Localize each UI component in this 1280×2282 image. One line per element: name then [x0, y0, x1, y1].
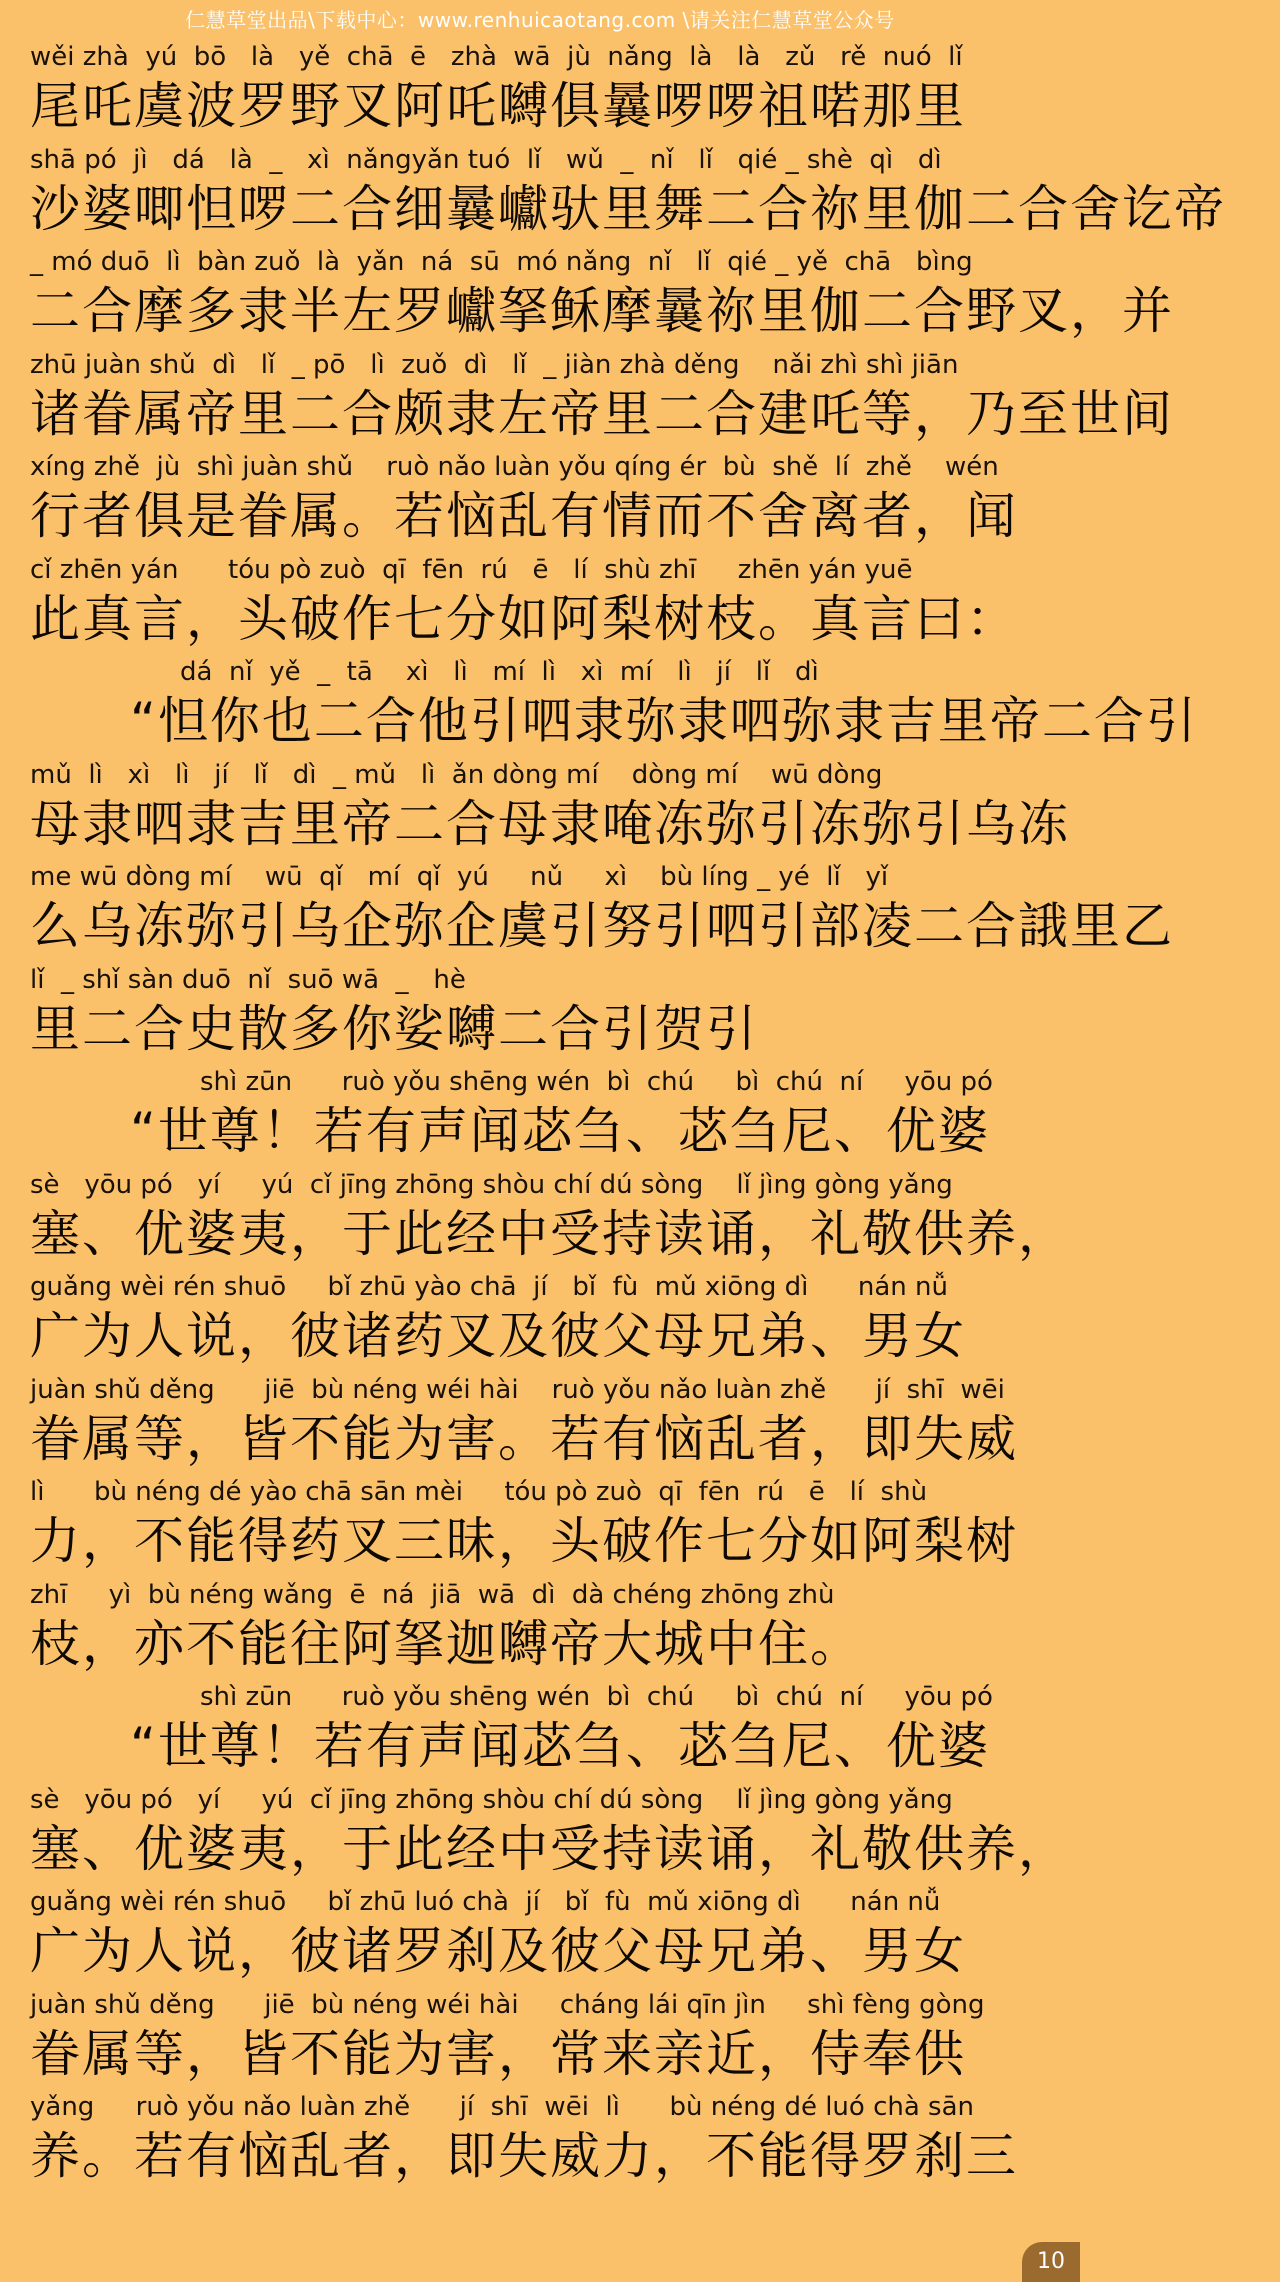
pinyin-line: zhū juàn shǔ dì lǐ _ pō lì zuǒ dì lǐ _ jiàn zhà děng nǎi zhì shì jiān [30, 349, 959, 380]
text-line [0, 860, 1174, 963]
pinyin-line: guǎng wèi rén shuō bǐ zhū luó chà jí bǐ fù mǔ xiōng dì nán nǚ [30, 1887, 941, 1917]
hanzi-line: “世尊！若有声闻苾刍、苾刍尼、优婆 [130, 1717, 990, 1775]
scripture-text [0, 40, 1226, 2193]
hanzi-line: 么乌冻弥引乌企弥企虞引努引呬引部凌二合誐里乙 [30, 897, 1174, 955]
pinyin-line: wěi zhà yú bō là yě chā ē zhà wā jù nǎng là là zǔ rě nuó lǐ [30, 42, 963, 72]
text-line [0, 655, 1198, 758]
page-number: 10 [1022, 2242, 1080, 2282]
pinyin-line: me wū dòng mí wū qǐ mí qǐ yú nǔ xì bù líng _ yé lǐ yǐ [30, 862, 889, 892]
text-line [0, 1578, 1080, 1681]
page-header: 仁慧草堂出品\下载中心：www.renhuicaotang.com \请关注仁慧草堂公众号 [185, 8, 895, 32]
hanzi-line: 塞、优婆夷，于此经中受持读诵，礼敬供养， [30, 1204, 1070, 1263]
text-line [0, 2090, 1080, 2193]
hanzi-line: 此真言，头破作七分如阿梨树枝。真言曰： [30, 589, 1018, 648]
pinyin-line: mǔ lì xì lì jí lǐ dì _ mǔ lì ǎn dòng mí dòng mí wū dòng [30, 759, 883, 790]
pinyin-line: guǎng wèi rén shuō bǐ zhū yào chā jí bǐ fù mǔ xiōng dì nán nǚ [30, 1272, 949, 1302]
text-line [0, 1168, 1080, 1271]
pinyin-line: shì zūn ruò yǒu shēng wén bì chú bì chú ní yōu pó [200, 1067, 993, 1097]
hanzi-line: 塞、优婆夷，于此经中受持读诵，礼敬供养， [30, 1819, 1070, 1878]
text-line [0, 1373, 1080, 1476]
text-line [0, 348, 1174, 451]
hanzi-line: 眷属等，皆不能为害，常来亲近，侍奉供 [30, 2024, 966, 2083]
hanzi-line: 枝，亦不能往阿拏迦嚩帝大城中住。 [30, 1614, 862, 1673]
pinyin-line: dá nǐ yě _ tā xì lì mí lì xì mí lì jí lǐ dì [180, 657, 819, 687]
hanzi-line: 行者俱是眷属。若恼乱有情而不舍离者，闻 [30, 487, 1018, 545]
text-line [0, 1680, 1080, 1783]
text-line [0, 1065, 1080, 1168]
pinyin-line: yǎng ruò yǒu nǎo luàn zhě jí shī wēi lì bù néng dé luó chà sān [30, 2092, 975, 2122]
text-line [0, 1270, 1080, 1373]
pinyin-line: shì zūn ruò yǒu shēng wén bì chú bì chú ní yōu pó [200, 1682, 993, 1712]
text-line [0, 40, 1080, 143]
text-line [0, 1783, 1080, 1886]
pinyin-line: shā pó jì dá là _ xì nǎngyǎn tuó lǐ wǔ _ nǐ lǐ qié _ shè qì dì [30, 144, 942, 175]
hanzi-line: 眷属等，皆不能为害。若有恼乱者，即失威 [30, 1409, 1018, 1468]
text-line [0, 245, 1174, 348]
hanzi-line: 二合摩多隶半左罗巘拏稣摩曩祢里伽二合野叉，并 [30, 282, 1174, 340]
hanzi-line: “世尊！若有声闻苾刍、苾刍尼、优婆 [130, 1102, 990, 1160]
text-line [0, 758, 1080, 861]
text-line [0, 1988, 1080, 2091]
hanzi-line: “怛你也二合他引呬隶弥隶呬弥隶吉里帝二合引 [130, 692, 1198, 750]
pinyin-line: zhī yì bù néng wǎng ē ná jiā wā dì dà chéng zhōng zhù [30, 1579, 835, 1610]
text-line [0, 963, 1080, 1066]
hanzi-line: 尾吒虞波罗野叉阿吒嚩俱曩啰啰祖喏那里 [30, 77, 966, 135]
pinyin-line: lǐ _ shǐ sàn duō nǐ suō wā _ hè [30, 964, 466, 995]
hanzi-line: 沙婆唧怛啰二合细曩巘驮里舞二合祢里伽二合舍讫帝 [30, 179, 1226, 238]
hanzi-line: 力，不能得药叉三昧，头破作七分如阿梨树 [30, 1512, 1018, 1570]
text-line [0, 143, 1226, 246]
text-line [0, 553, 1080, 656]
pinyin-line: _ mó duō lì bàn zuǒ là yǎn ná sū mó nǎng nǐ lǐ qié _ yě chā bìng [30, 247, 973, 277]
hanzi-line: 养。若有恼乱者，即失威力，不能得罗刹三 [30, 2127, 1018, 2185]
pinyin-line: cǐ zhēn yán tóu pò zuò qī fēn rú ē lí shù zhī zhēn yán yuē [30, 554, 913, 585]
hanzi-line: 广为人说，彼诸药叉及彼父母兄弟、男女 [30, 1307, 966, 1365]
text-line [0, 450, 1080, 553]
hanzi-line: 母隶呬隶吉里帝二合母隶唵冻弥引冻弥引乌冻 [30, 794, 1070, 853]
hanzi-line: 诸眷属帝里二合颇隶左帝里二合建吒等，乃至世间 [30, 384, 1174, 443]
pinyin-line: juàn shǔ děng jiē bù néng wéi hài ruò yǒu nǎo luàn zhě jí shī wēi [30, 1374, 1005, 1405]
pinyin-line: xíng zhě jù shì juàn shǔ ruò nǎo luàn yǒu qíng ér bù shě lí zhě wén [30, 452, 999, 482]
text-line [0, 1475, 1080, 1578]
pinyin-line: sè yōu pó yí yú cǐ jīng zhōng shòu chí dú sòng lǐ jìng gòng yǎng [30, 1784, 953, 1815]
hanzi-line: 广为人说，彼诸罗刹及彼父母兄弟、男女 [30, 1922, 966, 1980]
pinyin-line: juàn shǔ děng jiē bù néng wéi hài cháng lái qīn jìn shì fèng gòng [30, 1989, 985, 2020]
pinyin-line: lì bù néng dé yào chā sān mèi tóu pò zuò qī fēn rú ē lí shù [30, 1477, 928, 1507]
hanzi-line: 里二合史散多你娑嚩二合引贺引 [30, 999, 758, 1058]
pinyin-line: sè yōu pó yí yú cǐ jīng zhōng shòu chí dú sòng lǐ jìng gòng yǎng [30, 1169, 953, 1200]
text-line [0, 1885, 1080, 1988]
